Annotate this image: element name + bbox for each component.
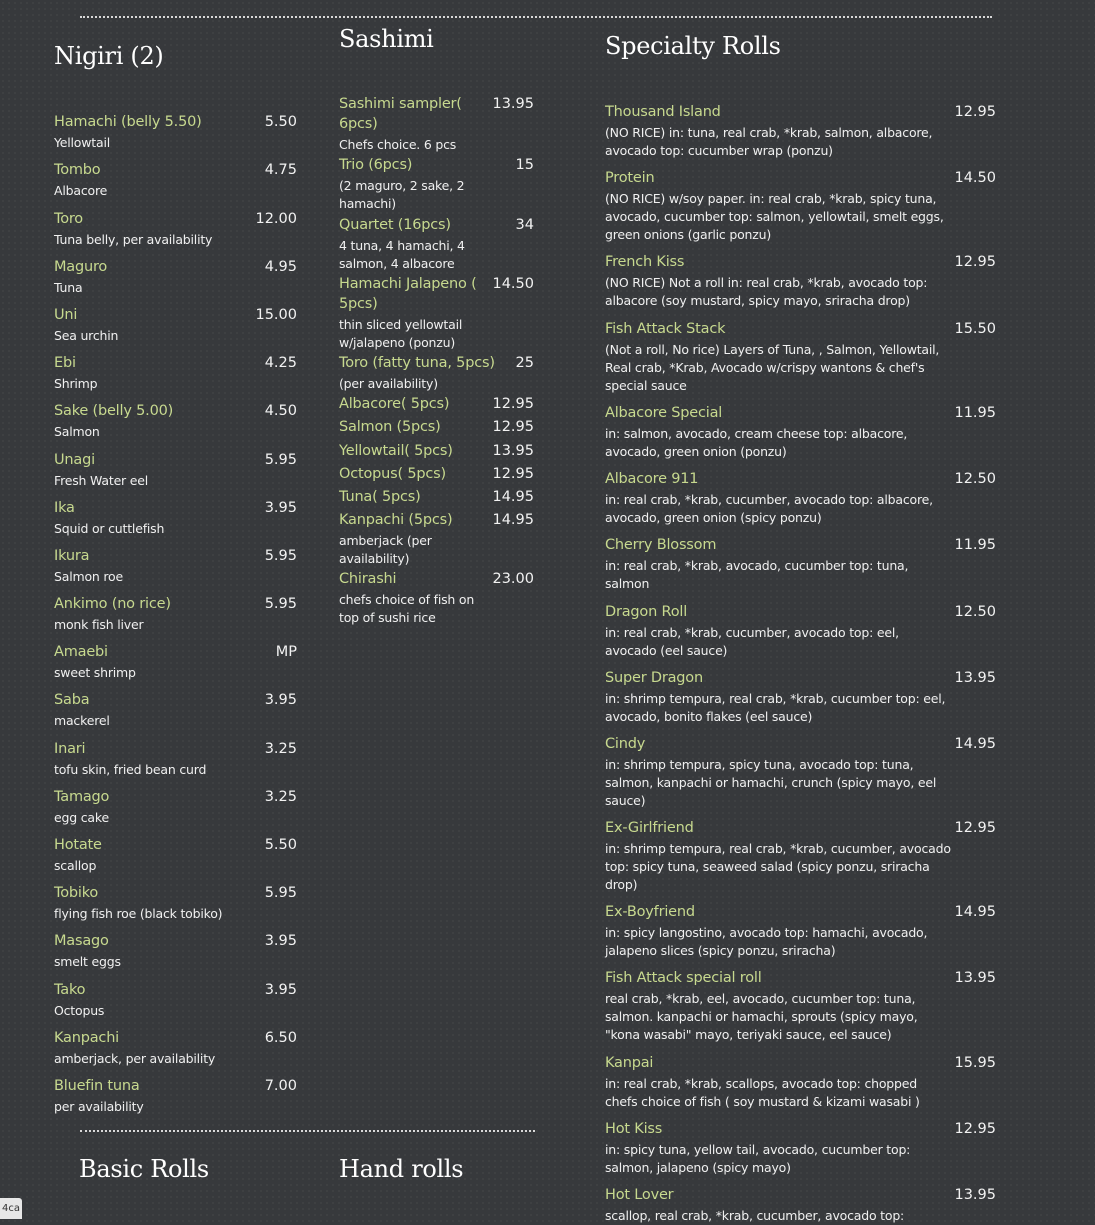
item-name: Toro (fatty tuna, 5pcs) bbox=[339, 355, 495, 371]
item-description: w/jalapeno (ponzu) bbox=[339, 335, 456, 350]
item-description: smelt eggs bbox=[54, 954, 121, 969]
item-description: in: real crab, *krab, cucumber, avocado top: eel, bbox=[605, 625, 899, 640]
item-name: Inari bbox=[54, 741, 86, 757]
item-name: French Kiss bbox=[605, 254, 685, 270]
item-description: Real crab, *Krab, Avocado w/crispy wantons & chef's bbox=[605, 360, 925, 375]
item-description: Shrimp bbox=[54, 376, 98, 391]
item-description: amberjack, per availability bbox=[54, 1051, 216, 1066]
menu-item bbox=[54, 546, 298, 590]
item-name: Unagi bbox=[54, 452, 95, 468]
item-name: Maguro bbox=[54, 259, 108, 275]
item-description: 4 tuna, 4 hamachi, 4 bbox=[339, 238, 465, 253]
item-name: Hamachi Jalapeno ( bbox=[339, 276, 477, 292]
item-description: sweet shrimp bbox=[54, 665, 136, 680]
item-description: in: spicy langostino, avocado top: hamachi, avocado, bbox=[605, 925, 928, 940]
item-price: MP bbox=[275, 644, 297, 660]
item-price: 13.95 bbox=[954, 670, 996, 686]
item-price: 34 bbox=[515, 217, 534, 233]
item-description: jalapeno slices (spicy ponzu, sriracha) bbox=[605, 943, 836, 958]
item-price: 5.50 bbox=[264, 114, 297, 130]
item-name: Dragon Roll bbox=[605, 604, 688, 620]
item-description: scallop, real crab, *krab, cucumber, avocado top: bbox=[605, 1208, 905, 1223]
item-name: Fish Attack Stack bbox=[605, 321, 726, 337]
item-name: Hot Lover bbox=[605, 1187, 674, 1203]
menu-item bbox=[54, 883, 298, 927]
item-price: 4.75 bbox=[264, 162, 297, 178]
item-name: Cherry Blossom bbox=[605, 537, 717, 553]
item-price: 3.25 bbox=[264, 741, 297, 757]
item-description: amberjack (per bbox=[339, 533, 432, 548]
item-name: Kanpachi (5pcs) bbox=[339, 512, 453, 528]
item-name: Tobiko bbox=[54, 885, 99, 901]
item-price: 4.25 bbox=[264, 355, 297, 371]
item-price: 15 bbox=[515, 157, 534, 173]
menu-item bbox=[54, 739, 298, 783]
menu-item bbox=[54, 1076, 298, 1120]
item-name: Ika bbox=[54, 500, 75, 516]
item-description: in: shrimp tempura, spicy tuna, avocado top: tuna, bbox=[605, 757, 914, 772]
item-price: 5.95 bbox=[264, 596, 297, 612]
item-description: in: real crab, *krab, cucumber, avocado top: albacore, bbox=[605, 492, 933, 507]
item-name: Amaebi bbox=[54, 644, 108, 660]
item-description: Yellowtail bbox=[54, 135, 110, 150]
menu-item bbox=[54, 931, 298, 975]
item-name: Ebi bbox=[54, 355, 76, 371]
item-price: 23.00 bbox=[492, 571, 534, 587]
item-description: Octopus bbox=[54, 1003, 105, 1018]
corner-tag: 4ca bbox=[0, 1198, 22, 1219]
item-description: top of sushi rice bbox=[339, 610, 436, 625]
item-description: (NO RICE) in: tuna, real crab, *krab, salmon, albacore, bbox=[605, 125, 933, 140]
item-description: chefs choice of fish ( soy mustard & kizami wasabi ) bbox=[605, 1094, 920, 1109]
item-price: 13.95 bbox=[954, 1187, 996, 1203]
menu-item bbox=[54, 160, 298, 204]
item-price: 14.95 bbox=[492, 512, 534, 528]
item-price: 12.95 bbox=[492, 396, 534, 412]
item-name: Hamachi (belly 5.50) bbox=[54, 114, 202, 130]
item-price: 12.50 bbox=[954, 471, 996, 487]
item-name: Kanpai bbox=[605, 1055, 654, 1071]
menu-item bbox=[54, 498, 298, 542]
item-name: Super Dragon bbox=[605, 670, 703, 686]
item-description: flying fish roe (black tobiko) bbox=[54, 906, 223, 921]
item-description: avocado (eel sauce) bbox=[605, 643, 728, 658]
item-price: 15.95 bbox=[954, 1055, 996, 1071]
item-price: 3.95 bbox=[264, 982, 297, 998]
item-name: Tako bbox=[54, 982, 86, 998]
menu-item bbox=[54, 257, 298, 301]
item-description: availability) bbox=[339, 551, 410, 566]
item-description: thin sliced yellowtail bbox=[339, 317, 463, 332]
item-name: Albacore( 5pcs) bbox=[339, 396, 450, 412]
item-description: Tuna belly, per availability bbox=[54, 232, 213, 247]
item-name: Hotate bbox=[54, 837, 102, 853]
item-description: mackerel bbox=[54, 713, 110, 728]
basic-rolls-title: Basic Rolls bbox=[79, 1155, 209, 1183]
item-price: 3.25 bbox=[264, 789, 297, 805]
item-description: albacore (soy mustard, spicy mayo, sriracha drop) bbox=[605, 293, 910, 308]
menu-item bbox=[54, 305, 298, 349]
item-description: special sauce bbox=[605, 378, 687, 393]
item-name: 5pcs) bbox=[339, 296, 378, 312]
item-name: Protein bbox=[605, 170, 655, 186]
menu-item bbox=[54, 401, 298, 445]
item-name: Masago bbox=[54, 933, 109, 949]
item-description: Salmon roe bbox=[54, 569, 123, 584]
item-name: Trio (6pcs) bbox=[339, 157, 413, 173]
menu-item bbox=[54, 690, 298, 734]
item-name: Ikura bbox=[54, 548, 90, 564]
item-price: 5.95 bbox=[264, 452, 297, 468]
menu-item bbox=[54, 1028, 298, 1072]
item-price: 12.95 bbox=[954, 254, 996, 270]
menu-item bbox=[54, 835, 298, 879]
item-description: (Not a roll, No rice) Layers of Tuna, , Salmon, Yellowtail, bbox=[605, 342, 940, 357]
item-description: chefs choice of fish on bbox=[339, 592, 475, 607]
item-name: Albacore 911 bbox=[605, 471, 699, 487]
item-description: scallop bbox=[54, 858, 97, 873]
item-name: Fish Attack special roll bbox=[605, 970, 762, 986]
item-name: 6pcs) bbox=[339, 116, 378, 132]
item-description: Squid or cuttlefish bbox=[54, 521, 165, 536]
item-name: Sake (belly 5.00) bbox=[54, 403, 174, 419]
item-description: sauce) bbox=[605, 793, 646, 808]
item-description: egg cake bbox=[54, 810, 109, 825]
item-description: real crab, *krab, eel, avocado, cucumber top: tuna, bbox=[605, 991, 916, 1006]
item-name: Toro bbox=[54, 211, 83, 227]
item-price: 13.95 bbox=[954, 970, 996, 986]
item-description: green onions (garlic ponzu) bbox=[605, 227, 772, 242]
item-description: in: real crab, *krab, avocado, cucumber top: tuna, bbox=[605, 558, 909, 573]
item-name: Hot Kiss bbox=[605, 1121, 663, 1137]
item-price: 5.50 bbox=[264, 837, 297, 853]
item-description: salmon, kanpachi or hamachi, crunch (spicy mayo, eel bbox=[605, 775, 937, 790]
item-price: 15.00 bbox=[255, 307, 297, 323]
item-name: Cindy bbox=[605, 736, 646, 752]
item-price: 12.95 bbox=[954, 820, 996, 836]
item-price: 13.95 bbox=[492, 443, 534, 459]
item-name: Bluefin tuna bbox=[54, 1078, 140, 1094]
menu-item bbox=[54, 594, 298, 638]
item-price: 4.95 bbox=[264, 259, 297, 275]
item-price: 15.50 bbox=[954, 321, 996, 337]
specialty-rolls-title: Specialty Rolls bbox=[605, 32, 781, 60]
item-price: 13.95 bbox=[492, 96, 534, 112]
item-description: in: real crab, *krab, scallops, avocado top: chopped bbox=[605, 1076, 917, 1091]
menu-item bbox=[54, 209, 298, 253]
item-name: Sashimi sampler( bbox=[339, 96, 462, 112]
item-description: Chefs choice. 6 pcs bbox=[339, 137, 457, 152]
item-description: Fresh Water eel bbox=[54, 473, 149, 488]
item-description: salmon, jalapeno (spicy mayo) bbox=[605, 1160, 791, 1175]
item-price: 3.95 bbox=[264, 692, 297, 708]
menu-item bbox=[54, 787, 298, 831]
item-price: 5.95 bbox=[264, 548, 297, 564]
item-description: Albacore bbox=[54, 183, 108, 198]
item-description: "kona wasabi" mayo, teriyaki sauce, eel sauce) bbox=[605, 1027, 892, 1042]
item-price: 25 bbox=[515, 355, 534, 371]
item-name: Tombo bbox=[54, 162, 101, 178]
item-description: (2 maguro, 2 sake, 2 bbox=[339, 178, 465, 193]
item-description: avocado top: cucumber wrap (ponzu) bbox=[605, 143, 833, 158]
nigiri-title: Nigiri (2) bbox=[54, 42, 164, 70]
item-name: Chirashi bbox=[339, 571, 397, 587]
item-description: in: spicy tuna, yellow tail, avocado, cucumber top: bbox=[605, 1142, 911, 1157]
item-price: 11.95 bbox=[954, 405, 996, 421]
item-description: Salmon bbox=[54, 424, 100, 439]
item-price: 12.95 bbox=[492, 419, 534, 435]
item-description: (per availability) bbox=[339, 376, 438, 391]
item-description: in: salmon, avocado, cream cheese top: albacore, bbox=[605, 426, 908, 441]
item-price: 14.95 bbox=[954, 736, 996, 752]
item-description: drop) bbox=[605, 877, 638, 892]
item-price: 14.95 bbox=[954, 904, 996, 920]
item-price: 12.95 bbox=[492, 466, 534, 482]
item-price: 4.50 bbox=[264, 403, 297, 419]
item-name: Thousand Island bbox=[605, 104, 721, 120]
menu-item bbox=[54, 450, 298, 494]
item-name: Uni bbox=[54, 307, 78, 323]
item-description: monk fish liver bbox=[54, 617, 144, 632]
item-description: salmon, 4 albacore bbox=[339, 256, 455, 271]
item-name: Tuna( 5pcs) bbox=[339, 489, 421, 505]
item-price: 12.50 bbox=[954, 604, 996, 620]
item-price: 7.00 bbox=[264, 1078, 297, 1094]
item-description: avocado, green onion (spicy ponzu) bbox=[605, 510, 822, 525]
item-price: 6.50 bbox=[264, 1030, 297, 1046]
item-name: Octopus( 5pcs) bbox=[339, 466, 446, 482]
item-price: 14.50 bbox=[492, 276, 534, 292]
menu-item bbox=[54, 353, 298, 397]
item-name: Saba bbox=[54, 692, 90, 708]
item-description: tofu skin, fried bean curd bbox=[54, 762, 207, 777]
item-price: 14.95 bbox=[492, 489, 534, 505]
menu-item bbox=[54, 980, 298, 1024]
item-name: Salmon (5pcs) bbox=[339, 419, 441, 435]
sashimi-title: Sashimi bbox=[339, 25, 434, 53]
item-description: avocado, green onion (ponzu) bbox=[605, 444, 787, 459]
item-name: Yellowtail( 5pcs) bbox=[339, 443, 453, 459]
item-price: 12.00 bbox=[255, 211, 297, 227]
item-name: Ankimo (no rice) bbox=[54, 596, 171, 612]
item-name: Ex-Girlfriend bbox=[605, 820, 694, 836]
item-price: 11.95 bbox=[954, 537, 996, 553]
item-price: 5.95 bbox=[264, 885, 297, 901]
item-price: 3.95 bbox=[264, 500, 297, 516]
item-name: Albacore Special bbox=[605, 405, 723, 421]
item-description: (NO RICE) Not a roll in: real crab, *krab, avocado top: bbox=[605, 275, 928, 290]
item-description: avocado, cucumber top: salmon, yellowtail, smelt eggs, bbox=[605, 209, 944, 224]
menu-item bbox=[54, 642, 298, 686]
item-description: Sea urchin bbox=[54, 328, 119, 343]
hand-rolls-title: Hand rolls bbox=[339, 1155, 464, 1183]
item-name: Ex-Boyfriend bbox=[605, 904, 695, 920]
item-price: 12.95 bbox=[954, 1121, 996, 1137]
item-description: Tuna bbox=[54, 280, 83, 295]
item-description: salmon bbox=[605, 576, 650, 591]
item-description: per availability bbox=[54, 1099, 144, 1114]
item-price: 3.95 bbox=[264, 933, 297, 949]
item-name: Tamago bbox=[54, 789, 110, 805]
item-name: Quartet (16pcs) bbox=[339, 217, 451, 233]
top-divider bbox=[80, 16, 992, 18]
bottom-divider bbox=[80, 1130, 535, 1132]
item-description: (NO RICE) w/soy paper. in: real crab, *krab, spicy tuna, bbox=[605, 191, 937, 206]
item-description: in: shrimp tempura, real crab, *krab, cucumber, avocado bbox=[605, 841, 951, 856]
item-description: in: shrimp tempura, real crab, *krab, cucumber top: eel, bbox=[605, 691, 946, 706]
item-description: avocado, bonito flakes (eel sauce) bbox=[605, 709, 813, 724]
menu-item bbox=[54, 112, 298, 156]
item-price: 14.50 bbox=[954, 170, 996, 186]
item-description: salmon. kanpachi or hamachi, sprouts (spicy mayo, bbox=[605, 1009, 918, 1024]
item-description: top: spicy tuna, seaweed salad (spicy ponzu, sriracha bbox=[605, 859, 930, 874]
item-description: hamachi) bbox=[339, 196, 396, 211]
item-price: 12.95 bbox=[954, 104, 996, 120]
item-name: Kanpachi bbox=[54, 1030, 120, 1046]
